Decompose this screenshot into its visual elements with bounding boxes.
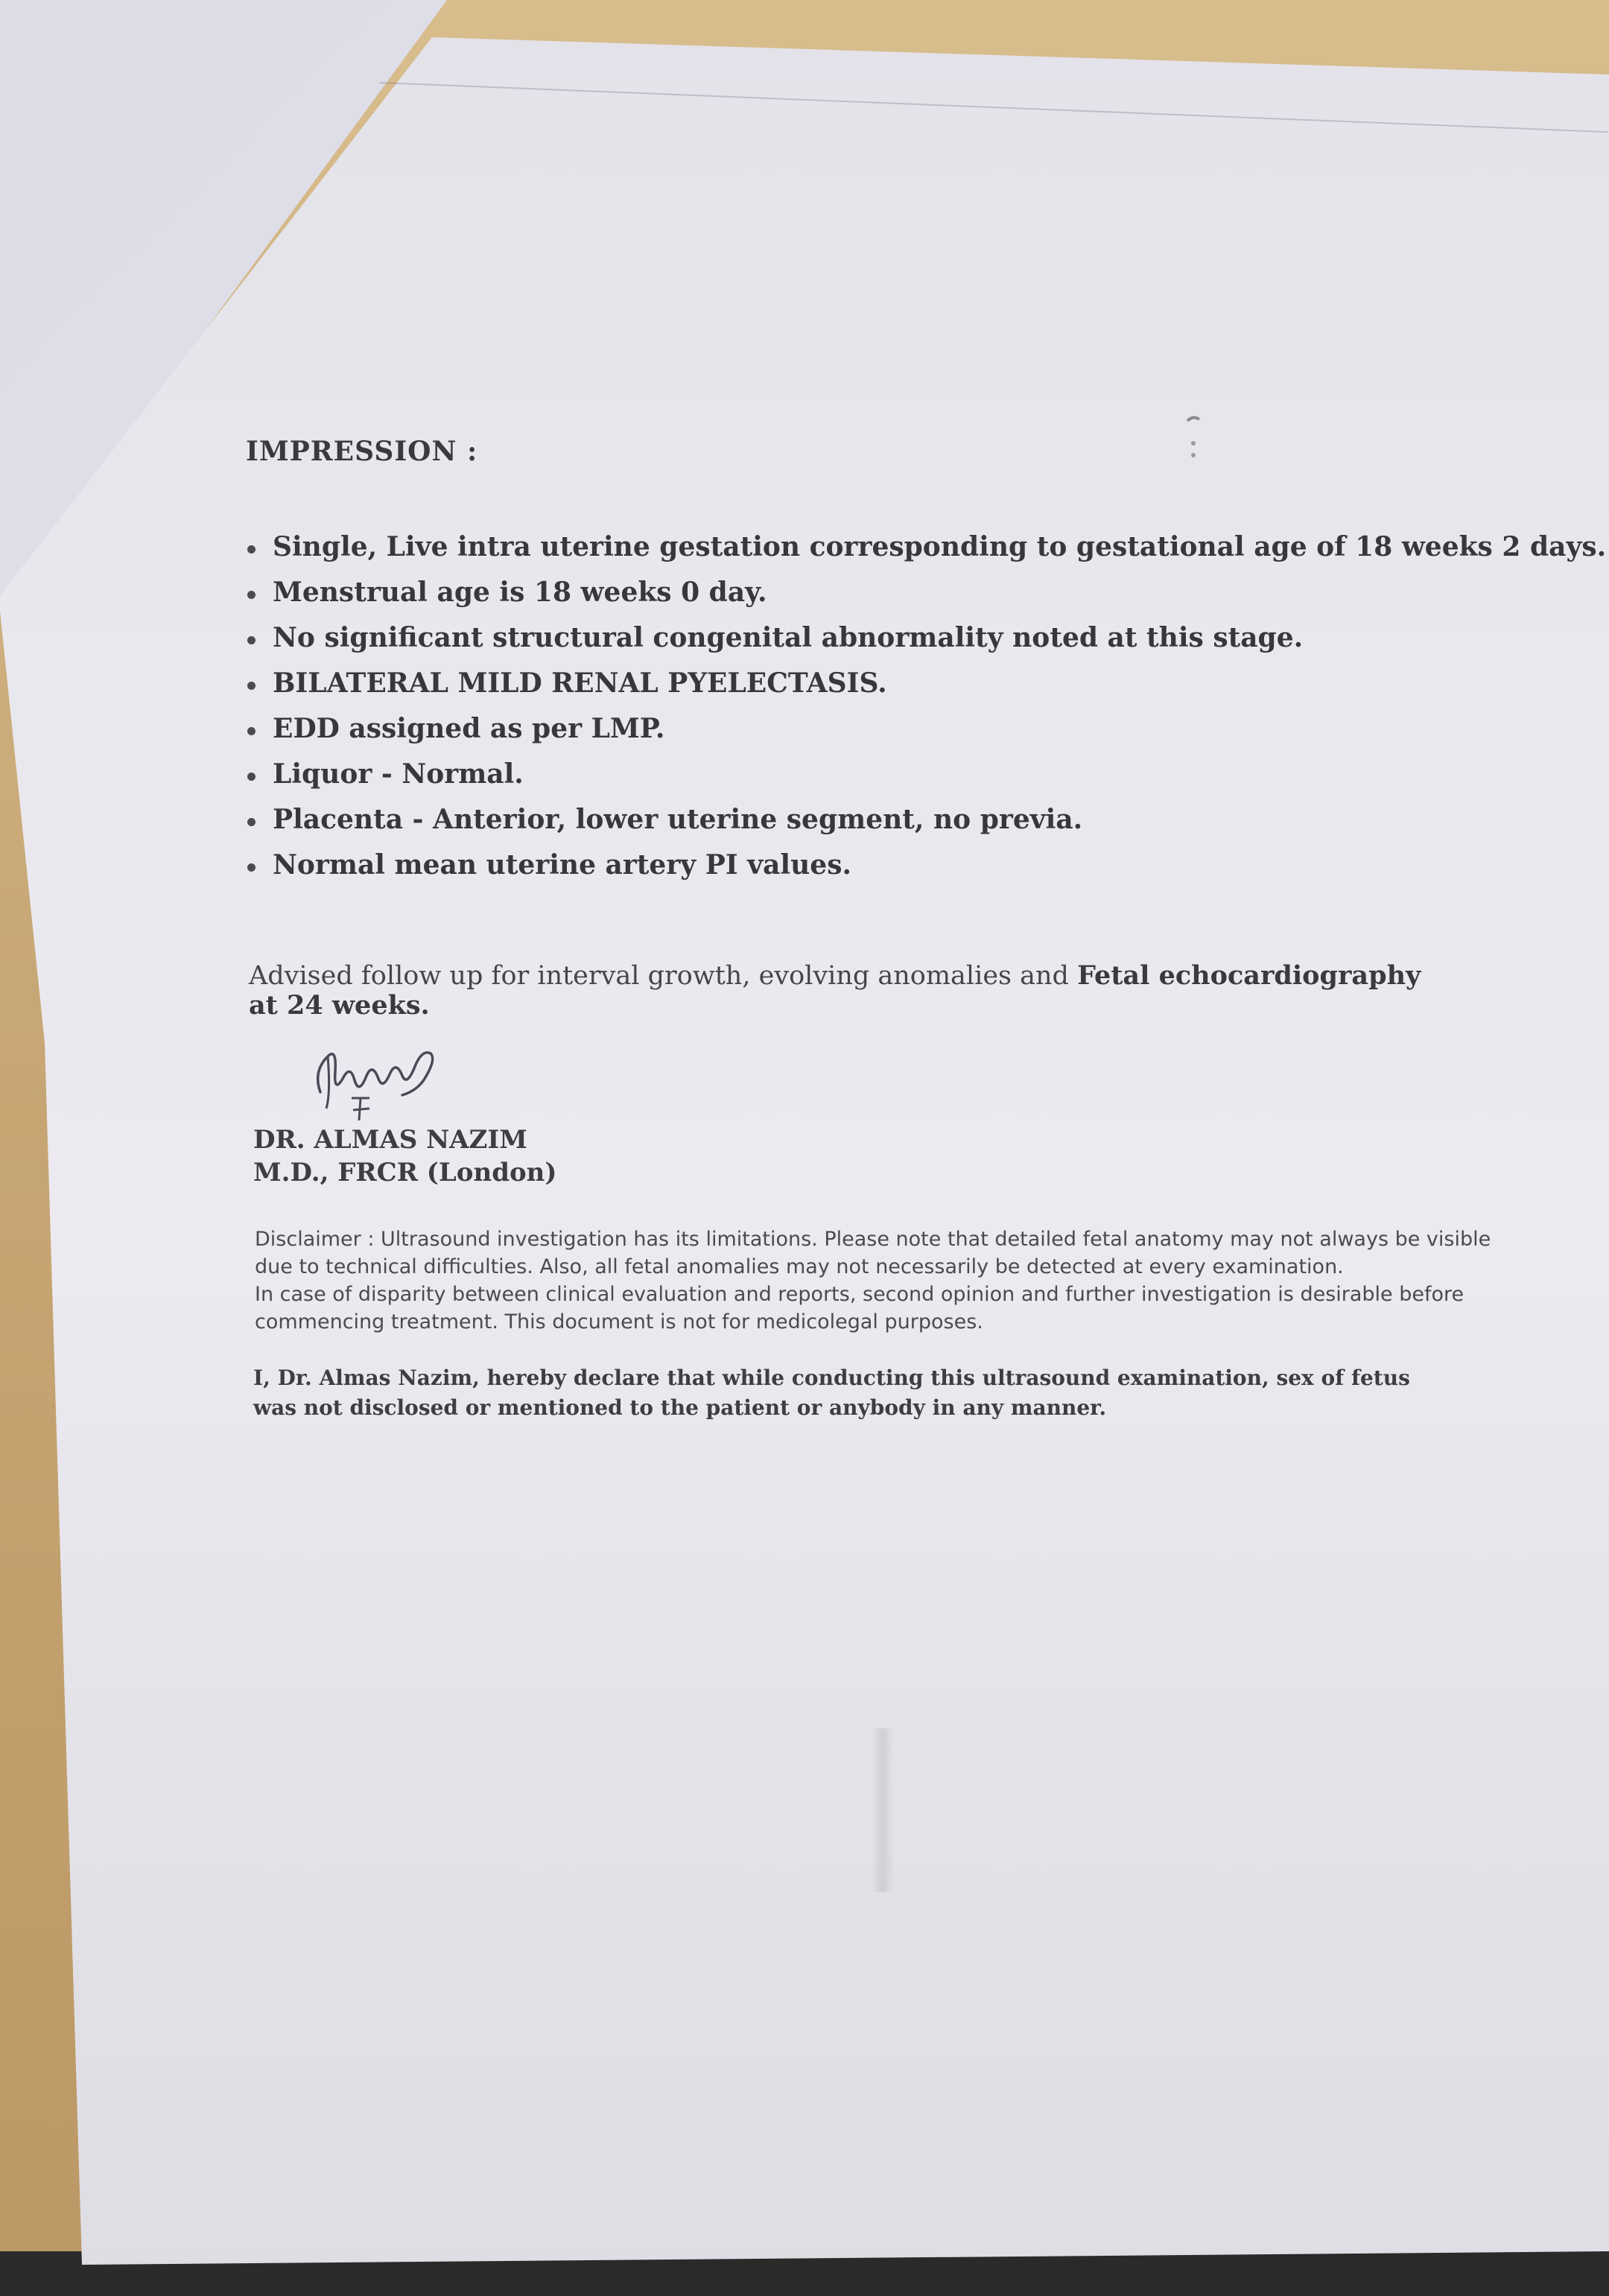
advice-prefix: Advised follow up for interval growth, evolving anomalies and bbox=[249, 961, 1078, 991]
impression-item: No significant structural congenital abnormality noted at this stage. bbox=[246, 622, 1606, 667]
advice-bold: Fetal echocardiography at 24 weeks. bbox=[249, 960, 1421, 1021]
impression-item: Menstrual age is 18 weeks 0 day. bbox=[246, 577, 1606, 622]
disclaimer bbox=[255, 1225, 1521, 1336]
doctor-block bbox=[253, 1123, 556, 1189]
impression-item: Placenta - Anterior, lower uterine segment, no previa. bbox=[246, 804, 1606, 849]
impression-item: Single, Live intra uterine gestation corresponding to gestational age of 18 weeks 2 days. bbox=[246, 531, 1606, 577]
doctor-qualification: M.D., FRCR (London) bbox=[253, 1158, 557, 1187]
impression-heading: IMPRESSION : bbox=[246, 436, 478, 467]
impression-item: BILATERAL MILD RENAL PYELECTASIS. bbox=[246, 667, 1606, 713]
advice-text bbox=[249, 961, 1456, 1021]
doctor-signature bbox=[298, 1027, 439, 1123]
impression-list bbox=[246, 531, 1606, 895]
disclaimer-line: In case of disparity between clinical evaluation and reports, second opinion and further investigation is desirable before commencing treatment. This document is not for medicolegal purposes. bbox=[255, 1283, 1464, 1333]
doctor-name: DR. ALMAS NAZIM bbox=[253, 1125, 527, 1155]
impression-item: Liquor - Normal. bbox=[246, 758, 1606, 804]
margin-mark bbox=[1184, 413, 1202, 466]
impression-item: EDD assigned as per LMP. bbox=[246, 713, 1606, 758]
disclaimer-line: Disclaimer : Ultrasound investigation has its limitations. Please note that detailed fetal anatomy may not always be visible due to technical difficulties. Also, all fetal anomalies may not necessarily be detected at every examination. bbox=[255, 1228, 1491, 1278]
impression-item: Normal mean uterine artery PI values. bbox=[246, 849, 1606, 895]
declaration: I, Dr. Almas Nazim, hereby declare that while conducting this ultrasound examination, sex of fetus was not disclosed or mentioned to the patient or anybody in any manner. bbox=[253, 1366, 1410, 1420]
